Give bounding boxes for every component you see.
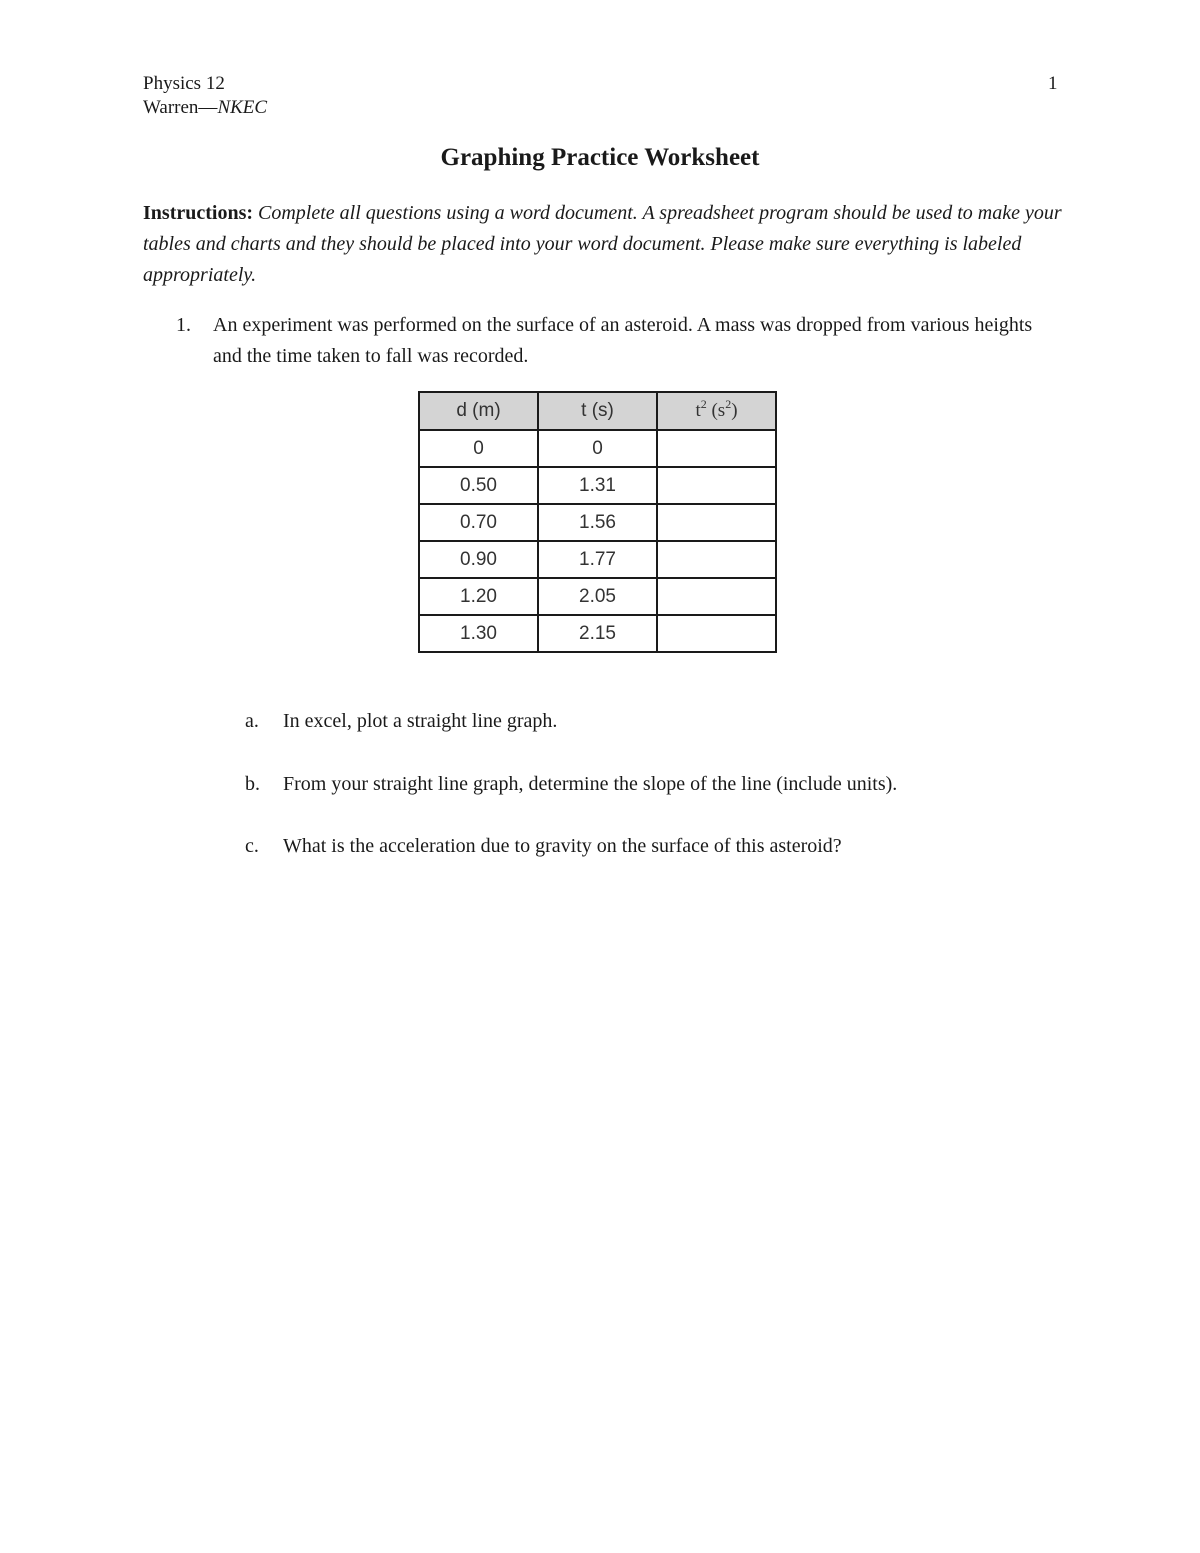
document-header	[143, 72, 267, 120]
cell-time: 2.05	[538, 578, 657, 615]
header-time-squared	[657, 392, 776, 430]
header-t2-unit-open: (s	[706, 400, 726, 421]
cell-distance: 0.70	[419, 504, 538, 541]
cell-time-squared	[657, 541, 776, 578]
cell-distance: 0.90	[419, 541, 538, 578]
author-prefix: Warren—	[143, 97, 218, 118]
subquestion-text: From your straight line graph, determine the slope of the line (include units).	[283, 773, 898, 795]
instructions-label: Instructions:	[143, 202, 254, 224]
header-t2-exp: 2	[700, 397, 707, 411]
instructions-text: Complete all questions using a word document. A spreadsheet program should be used to make your tables and charts and they should be placed into your word document. Please make sure everything is labeled appropriately.	[143, 202, 1062, 286]
cell-time: 2.15	[538, 615, 657, 652]
author-suffix: NKEC	[217, 97, 268, 118]
cell-time: 1.31	[538, 467, 657, 504]
header-time: t (s)	[538, 392, 657, 430]
table-row	[419, 578, 776, 615]
subquestion-text: In excel, plot a straight line graph.	[283, 710, 558, 732]
cell-time-squared	[657, 578, 776, 615]
data-table	[418, 391, 777, 653]
header-t2-unit-close: )	[731, 400, 738, 421]
subquestion-letter: c.	[245, 835, 259, 857]
page-title: Graphing Practice Worksheet	[440, 144, 760, 171]
cell-time-squared	[657, 467, 776, 504]
header-t2-unit-exp: 2	[725, 397, 732, 411]
question-text: An experiment was performed on the surface of an asteroid. A mass was dropped from various heights and the time taken to fall was recorded.	[213, 314, 1033, 367]
cell-time: 1.77	[538, 541, 657, 578]
subquestion-letter: b.	[245, 773, 260, 795]
table-header-row	[419, 392, 776, 430]
table-row	[419, 541, 776, 578]
cell-distance: 0	[419, 430, 538, 467]
page-number: 1	[1048, 73, 1058, 94]
author-line	[143, 96, 267, 120]
table-row	[419, 615, 776, 652]
instructions-block	[143, 198, 1063, 291]
table-row	[419, 430, 776, 467]
subquestion-text: What is the acceleration due to gravity on the surface of this asteroid?	[283, 835, 842, 857]
cell-time: 1.56	[538, 504, 657, 541]
cell-time: 0	[538, 430, 657, 467]
header-distance: d (m)	[419, 392, 538, 430]
table-row	[419, 467, 776, 504]
header-t2-base: t	[695, 400, 701, 421]
cell-time-squared	[657, 615, 776, 652]
question-number: 1.	[176, 314, 191, 336]
cell-distance: 0.50	[419, 467, 538, 504]
course-name: Physics 12	[143, 73, 225, 94]
cell-distance: 1.30	[419, 615, 538, 652]
cell-time-squared	[657, 430, 776, 467]
subquestion-letter: a.	[245, 710, 259, 732]
table-row	[419, 504, 776, 541]
cell-distance: 1.20	[419, 578, 538, 615]
cell-time-squared	[657, 504, 776, 541]
